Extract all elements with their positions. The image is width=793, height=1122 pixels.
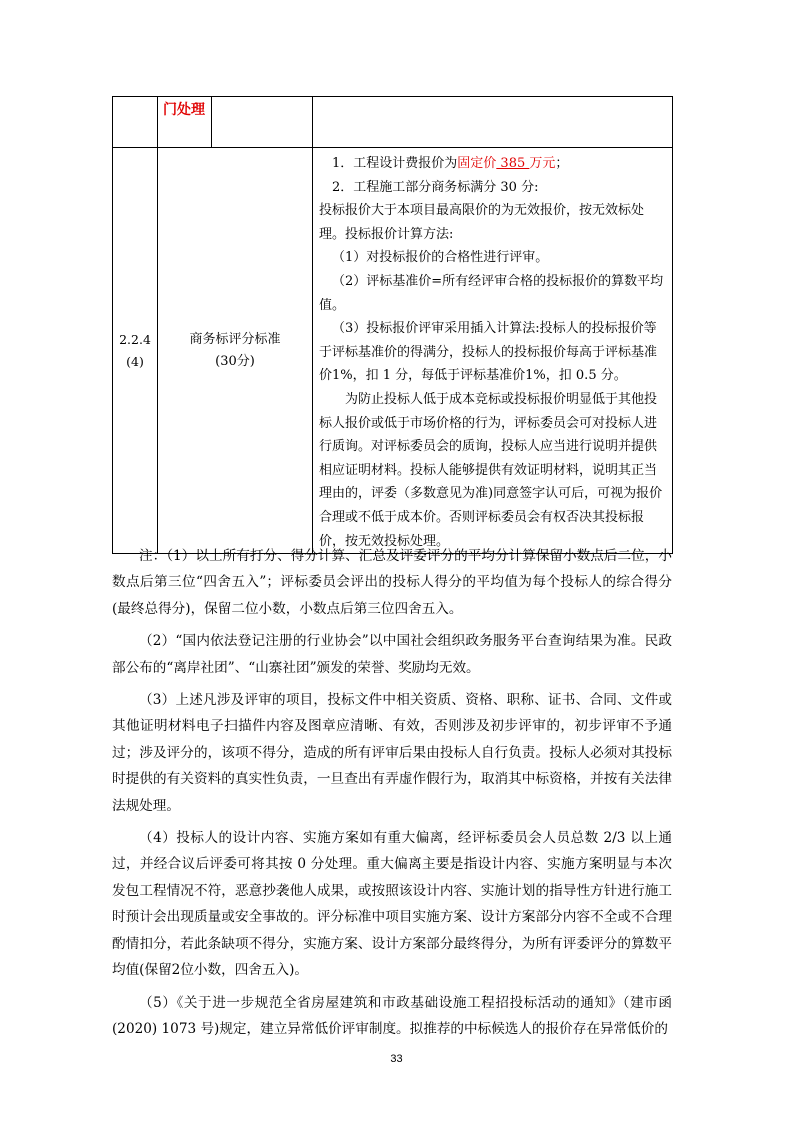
table-cell xyxy=(113,97,158,148)
detail-line-1: 1．工程设计费报价为固定价 385 万元； xyxy=(332,156,569,171)
notes-section xyxy=(112,543,672,1048)
top-row-label: 门处理 xyxy=(158,97,212,147)
item-number-cell xyxy=(113,148,158,554)
fixed-price-amount: 385 xyxy=(496,156,530,171)
page-number: 33 xyxy=(390,1053,403,1065)
detail-line-6: （3）投标报价评审采用插入计算法:投标人的投标报价等于评标基准价的得满分，投标人的投标报价每高于评标基准价1%，扣 1 分，每低于评标基准价1%，扣 0.5 分。 xyxy=(319,321,658,384)
detail-line-5: （2）评标基准价=所有经评审合格的投标报价的算数平均值。 xyxy=(319,273,664,313)
item-number-line2: (4) xyxy=(126,353,144,369)
scoring-table xyxy=(112,96,673,554)
item-number-line1: 2.2.4 xyxy=(119,331,151,347)
table-cell xyxy=(313,97,673,148)
detail-line-2: 2．工程施工部分商务标满分 30 分: xyxy=(332,179,539,195)
criterion-cell xyxy=(158,148,313,554)
note-2: （2）“国内依法登记注册的行业协会”以中国社会组织政务服务平台查询结果为准。民政部公布的“离岸社团”、“山寨社团”颁发的荣誉、奖励均无效。 xyxy=(112,633,672,676)
fixed-price-unit: 万元 xyxy=(529,156,556,171)
note-5: （5）《关于进一步规范全省房屋建筑和市政基础设施工程招投标活动的通知》（建市函(2020) 1073 号)规定，建立异常低价评审制度。拟推荐的中标候选人的报价存在异常低价的 xyxy=(112,994,672,1037)
detail-line-4: （1）对投标报价的合格性进行评审。 xyxy=(332,250,549,266)
fixed-price-label: 固定价 xyxy=(457,156,497,171)
detail-line-3: 投标报价大于本项目最高限价的为无效报价，按无效标处理。投标报价计算方法: xyxy=(319,203,645,242)
table-cell xyxy=(158,97,313,148)
detail-line-7: 为防止投标人低于成本竞标或投标报价明显低于其他投标人报价或低于市场价格的行为，评标委员会可对投标人进行质询。对评标委员会的质询，投标人应当进行说明并提供相应证明材料。投标人能够提供有效证明材料，说明其正当理由的，评委（多数意见为准)同意签字认可后，可视为报价合理或不低于成本价。否则评标委员会有权否决其投标报价，按无效投标处理。 xyxy=(319,391,663,549)
table-row xyxy=(113,97,673,148)
table-row xyxy=(113,148,673,554)
note-1: 注：（1）以上所有打分、得分计算、汇总及评委评分的平均分计算保留小数点后二位，小数点后第三位“四舍五入”；评标委员会评出的投标人得分的平均值为每个投标人的综合得分(最终总得分)，保留二位小数，小数点后第三位四舍五入。 xyxy=(112,548,672,617)
criterion-score: (30分) xyxy=(215,353,255,369)
note-3: （3）上述凡涉及评审的项目，投标文件中相关资质、资格、职称、证书、合同、文件或其他证明材料电子扫描件内容及图章应清晰、有效，否则涉及初步评审的，初步评审不予通过；涉及评分的，该项不得分，造成的所有评审后果由投标人自行负责。投标人必须对其投标时提供的有关资料的真实性负责，一旦查出有弄虚作假行为，取消其中标资格，并按有关法律法规处理。 xyxy=(112,692,672,814)
criterion-detail-cell xyxy=(313,148,673,554)
criterion-name: 商务标评分标准 xyxy=(189,331,281,347)
note-4: （4）投标人的设计内容、实施方案如有重大偏离，经评标委员会人员总数 2/3 以上通过，并经合议后评委可将其按 0 分处理。重大偏离主要是指设计内容、实施方案明显与本次发包工程情况不符，恶意抄袭他人成果，或按照该设计内容、实施计划的指导性方针进行施工时预计会出现质量或安全事故的。评分标准中项目实施方案、设计方案部分内容不全或不合理酌情扣分，若此条缺项不得分，实施方案、设计方案部分最终得分，为所有评委评分的算数平均值(保留2位小数，四舍五入)。 xyxy=(112,830,672,979)
